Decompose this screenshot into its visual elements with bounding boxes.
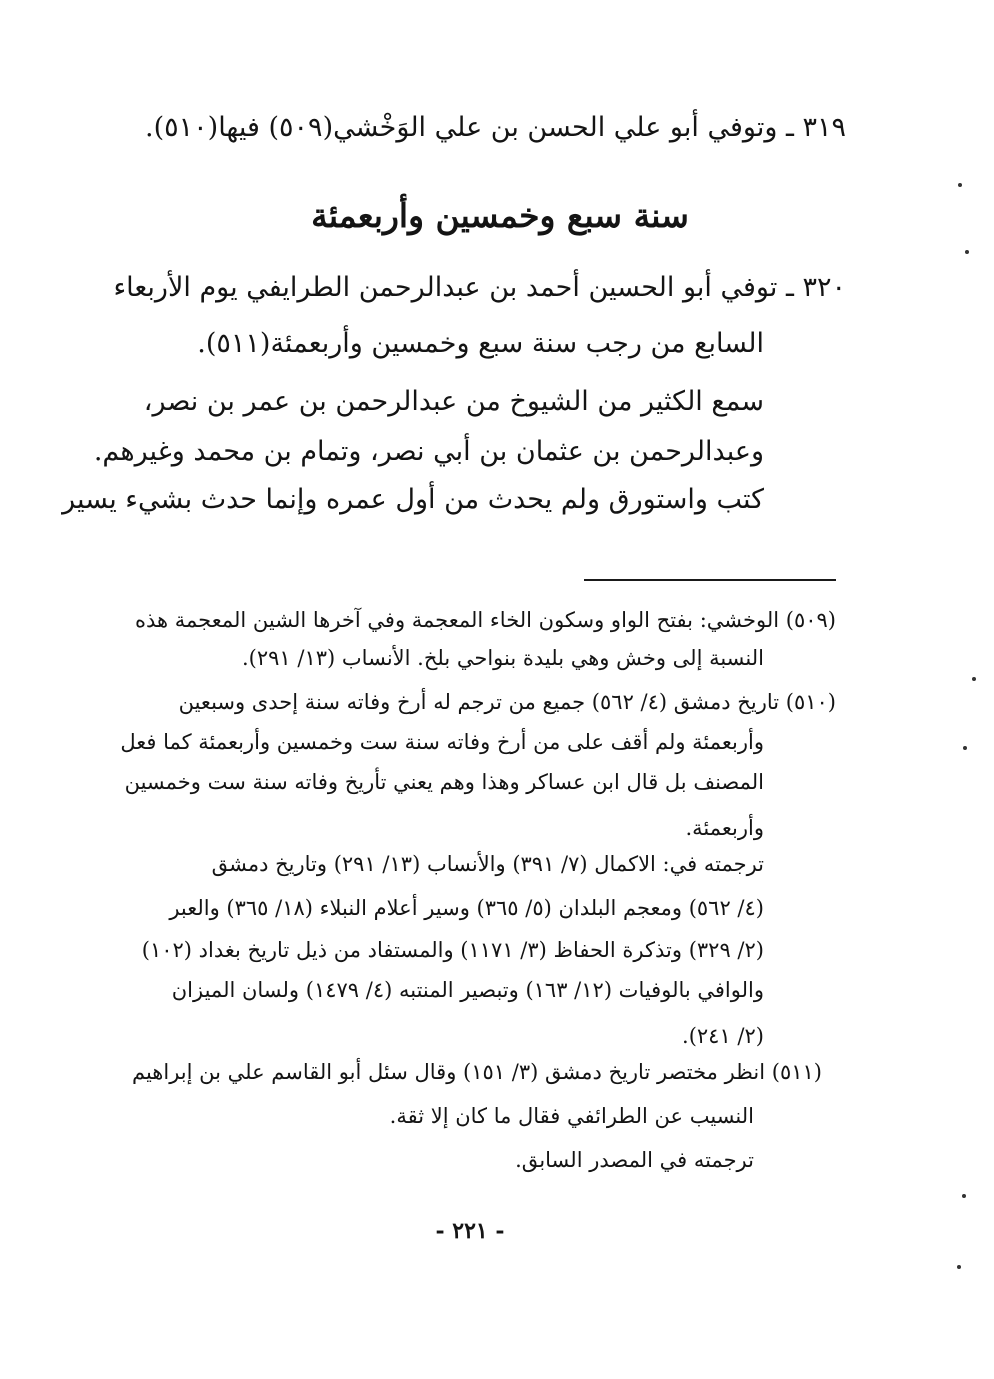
entry-320-line-2: السابع من رجب سنة سبع وخمسين وأربعمئة(٥١١). <box>197 328 764 359</box>
footnote-509-line-1: (٥٠٩) الوخشي: بفتح الواو وسكون الخاء المعجمة وفي آخرها الشين المعجمة هذه <box>135 608 836 632</box>
footnote-510-line-4: وأربعمئة. <box>685 816 764 840</box>
scan-speck <box>963 746 967 750</box>
scan-speck <box>972 677 976 681</box>
entry-320-line-1: ٣٢٠ ـ توفي أبو الحسين أحمد بن عبدالرحمن الطرايفي يوم الأربعاء <box>113 272 846 303</box>
footnote-511-line-1: (٥١١) انظر مختصر تاريخ دمشق (٣/ ١٥١) وقال سئل أبو القاسم علي بن إبراهيم <box>131 1060 822 1084</box>
footnote-510-line-9: (٢/ ٢٤١). <box>682 1024 764 1048</box>
footnote-510-line-5: ترجمته في: الاكمال (٧/ ٣٩١) والأنساب (١٣/ ٢٩١) وتاريخ دمشق <box>211 852 764 876</box>
footnote-511-line-3: ترجمته في المصدر السابق. <box>515 1148 754 1172</box>
scan-speck <box>965 250 969 254</box>
footnote-509-line-2: النسبة إلى وخش وهي بليدة بنواحي بلخ. الأنساب (١٣/ ٢٩١). <box>242 646 764 670</box>
entry-319-line-1: ٣١٩ ـ وتوفي أبو علي الحسن بن علي الوَخْشي(٥٠٩) فيها(٥١٠). <box>145 112 846 143</box>
footnote-511-line-2: النسيب عن الطرائفي فقال ما كان إلا ثقة. <box>389 1104 754 1128</box>
entry-320-line-4: وعبدالرحمن بن عثمان بن أبي نصر، وتمام بن محمد وغيرهم. <box>93 436 764 467</box>
entry-320-line-5: كتب واستورق ولم يحدث من أول عمره وإنما حدث بشيء يسير <box>62 484 764 515</box>
footnote-510-line-8: والوافي بالوفيات (١٢/ ١٦٣) وتبصير المنتبه (٤/ ١٤٧٩) ولسان الميزان <box>171 978 764 1002</box>
footnote-510-line-3: المصنف بل قال ابن عساكر وهذا وهم يعني تأريخ وفاته سنة ست وخمسين <box>124 770 764 794</box>
footnote-510-line-1: (٥١٠) تاريخ دمشق (٤/ ٥٦٢) جميع من ترجم له أرخ وفاته سنة إحدى وسبعين <box>178 690 836 714</box>
page-number: - ٢٢١ - <box>435 1218 505 1244</box>
scan-speck <box>957 1265 961 1269</box>
scan-speck <box>958 183 962 187</box>
section-heading: سنة سبع وخمسين وأربعمئة <box>311 196 689 235</box>
footnote-separator <box>584 579 836 581</box>
entry-320-line-3: سمع الكثير من الشيوخ من عبدالرحمن بن عمر بن نصر، <box>143 386 764 417</box>
footnote-510-line-2: وأربعمئة ولم أقف على من أرخ وفاته سنة ست وخمسين وأربعمئة كما فعل <box>120 730 764 754</box>
scan-speck <box>962 1194 966 1198</box>
footnote-510-line-7: (٢/ ٣٢٩) وتذكرة الحفاظ (٣/ ١١٧١) والمستفاد من ذيل تاريخ بغداد (١٠٢) <box>141 938 764 962</box>
footnote-510-line-6: (٤/ ٥٦٢) ومعجم البلدان (٥/ ٣٦٥) وسير أعلام النبلاء (١٨/ ٣٦٥) والعبر <box>169 896 764 920</box>
